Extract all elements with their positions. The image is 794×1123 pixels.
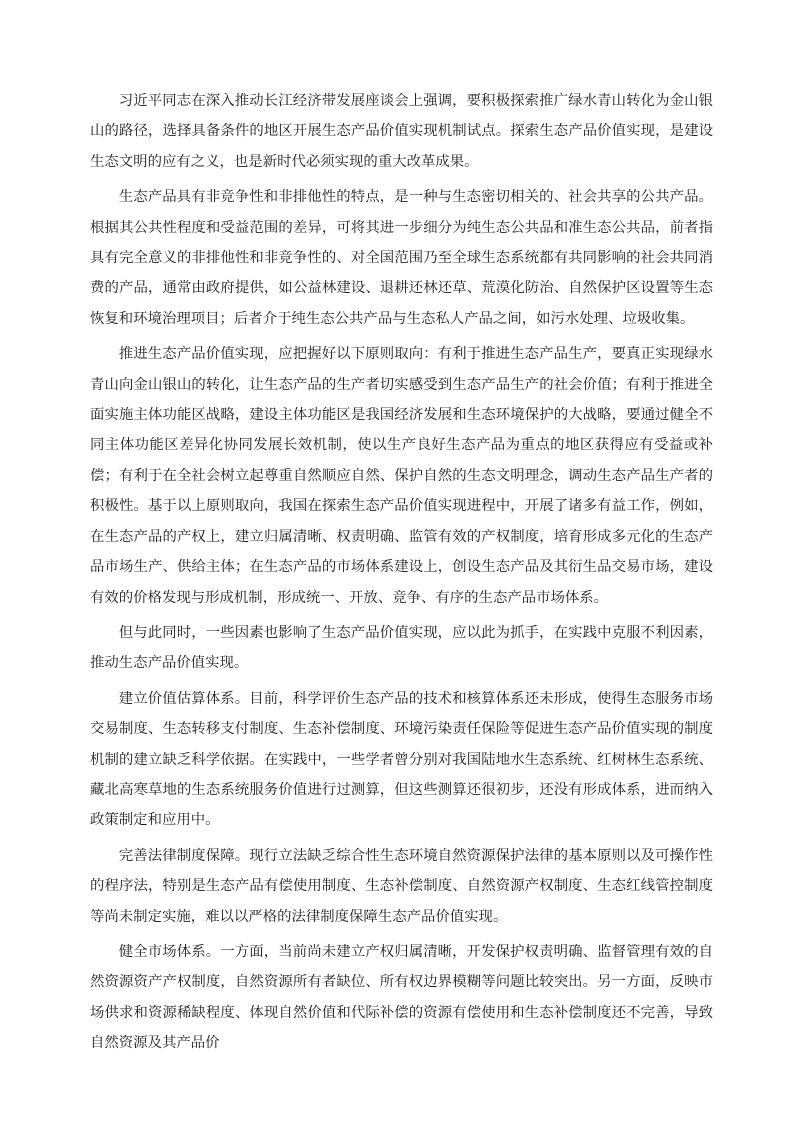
document-body	[90, 86, 713, 1059]
paragraph-6: 完善法律制度保障。现行立法缺乏综合性生态环境自然资源保护法律的基本原则以及可操作性的程序法，特别是生态产品有偿使用制度、生态补偿制度、自然资源产权制度、生态红线管控制度等尚未制定实施，难以以严格的法律制度保障生态产品价值实现。	[90, 847, 713, 925]
paragraph-1: 习近平同志在深入推动长江经济带发展座谈会上强调，要积极探索推广绿水青山转化为金山银山的路径，选择具备条件的地区开展生态产品价值实现机制试点。探索生态产品价值实现，是建设生态文明的应有之义，也是新时代必须实现的重大改革成果。	[90, 93, 713, 170]
paragraph-4: 但与此同时，一些因素也影响了生态产品价值实现，应以此为抓手，在实践中克服不利因素，推动生态产品价值实现。	[90, 624, 713, 672]
paragraph-2: 生态产品具有非竞争性和非排他性的特点，是一种与生态密切相关的、社会共享的公共产品。根据其公共性程度和受益范围的差异，可将其进一步细分为纯生态公共品和准生态公共品，前者指具有完全意义的非排他性和非竞争性的、对全国范围乃至全球生态系统都有共同影响的社会共同消费的产品，通常由政府提供，如公益林建设、退耕还林还草、荒漠化防治、自然保护区设置等生态恢复和环境治理项目；后者介于纯生态公共产品与生态私人产品之间，如污水处理、垃圾收集。	[90, 189, 713, 327]
paragraph-3: 推进生态产品价值实现，应把握好以下原则取向：有利于推进生态产品生产，要真正实现绿水青山向金山银山的转化，让生态产品的生产者切实感受到生态产品生产的社会价值；有利于推进全面实施主体功能区战略，建设主体功能区是我国经济发展和生态环境保护的大战略，要通过健全不同主体功能区差异化协同发展长效机制，使以生产良好生态产品为重点的地区获得应有受益或补偿；有利于在全社会树立起尊重自然顺应自然、保护自然的生态文明理念，调动生态产品生产者的积极性。基于以上原则取向，我国在探索生态产品价值实现进程中，开展了诸多有益工作，例如，在生态产品的产权上，建立归属清晰、权责明确、监管有效的产权制度，培育形成多元化的生态产品市场生产、供给主体；在生态产品的市场体系建设上，创设生态产品及其衍生品交易市场，建设有效的价格发现与形成机制，形成统一、开放、竞争、有序的生态产品市场体系。	[90, 346, 713, 606]
paragraph-5: 建立价值估算体系。目前，科学评价生态产品的技术和核算体系还未形成，使得生态服务市场交易制度、生态转移支付制度、生态补偿制度、环境污染责任保险等促进生态产品价值实现的制度机制的建立缺乏科学依据。在实践中，一些学者曾分别对我国陆地水生态系统、红树林生态系统、藏北高寒草地的生态系统服务价值进行过测算，但这些测算还很初步，还没有形成体系，进而纳入政策制定和应用中。	[90, 690, 713, 829]
paragraph-7: 健全市场体系。一方面，当前尚未建立产权归属清晰，开发保护权责明确、监督管理有效的自然资源资产产权制度，自然资源所有者缺位、所有权边界模糊等问题比较突出。另一方面，反映市场供求和资源稀缺程度、体现自然价值和代际补偿的资源有偿使用和生态补偿制度还不完善，导致自然资源及其产品价	[90, 943, 713, 1052]
